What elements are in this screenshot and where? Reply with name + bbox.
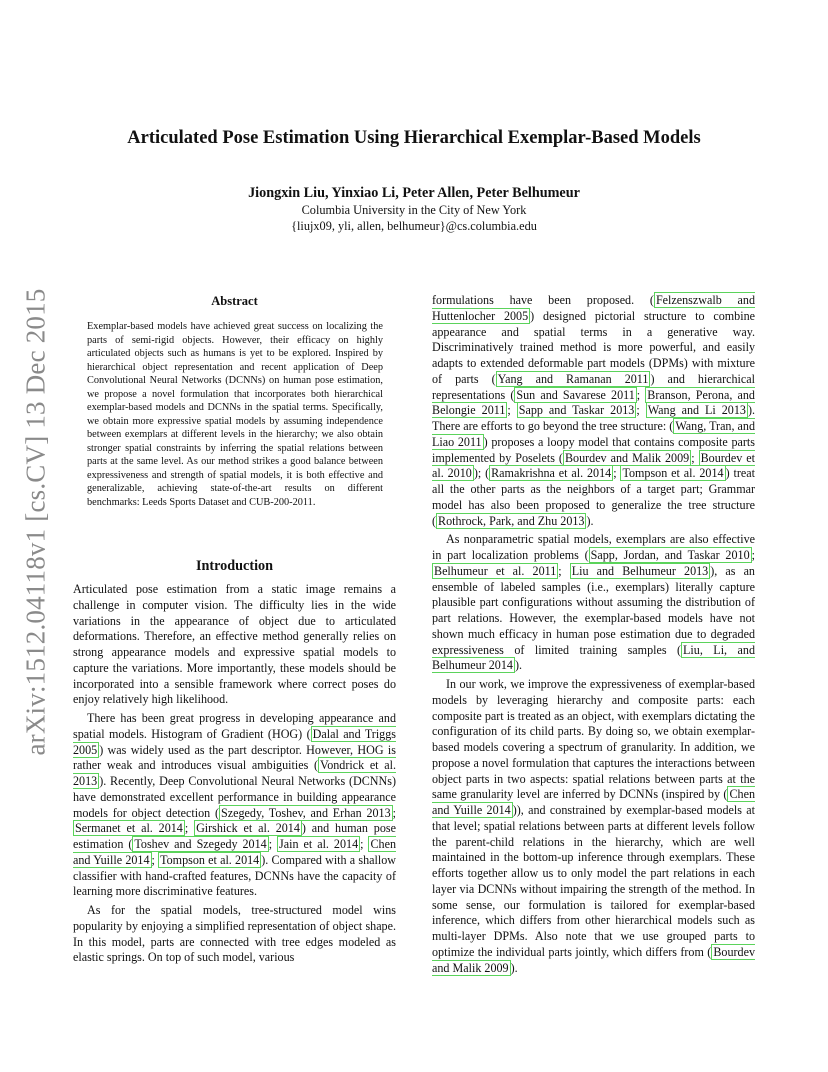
citation-link[interactable]: Sun and Savarese 2011 — [516, 387, 635, 402]
paper-title: Articulated Pose Estimation Using Hierarchical Exemplar-Based Models — [127, 128, 701, 148]
right-paragraph-3: In our work, we improve the expressiveness of exemplar-based models by leveraging hierarchy and composite parts: each composite part is treated as an object, with exemplars dictating the configuration of its child parts. By doing so, we obtain exemplar-based models covering a spectrum of granularity. In addition, we propose a novel formulation that captures the interactions between object parts in two aspects: spatial relations between parts at the same granularity level are inferred by DCNNs (inspired by ( Chen and Yuille 2014 )), and constrained by exemplar-based models at that level; spatial relations between parts at different levels follow the parent-child relations in the hierarchy, which are well maintained in the bottom-up inference through exemplars. These efforts together allow us to only model the part relations in each layer via DCNNs without impairing the strength of the method. In some sense, our formulation is tailored for exemplar-based inference, which differs from other hierarchical models such as multi-layer DPMs. Also note that we use grouped parts to optimize the individual parts jointly, which differs from ( Bourdev and Malik 2009 ). — [432, 677, 755, 975]
citation-link[interactable]: Sapp and Taskar 2013 — [518, 403, 635, 418]
citation-link[interactable]: Dalal and Triggs 2005 — [73, 726, 396, 757]
citation-link[interactable]: Tompson et al. 2014 — [622, 466, 724, 481]
intro-paragraph-3: As for the spatial models, tree-structured model wins popularity by enjoying a simplified representation of object shape. In this model, parts are connected with tree edges modeled as elastic springs. On top of such model, various — [73, 903, 396, 965]
citation-link[interactable]: Bourdev and Malik 2009 — [432, 944, 755, 975]
citation-link[interactable]: Branson, Perona, and Belongie 2011 — [432, 387, 755, 418]
citation-link[interactable]: Jain et al. 2014 — [279, 837, 359, 851]
author-emails: {liujx09, yli, allen, belhumeur}@cs.columbia.edu — [291, 219, 537, 233]
citation-link[interactable]: Liu and Belhumeur 2013 — [571, 563, 709, 578]
citation-link[interactable]: Wang and Li 2013 — [647, 403, 746, 418]
citation-link[interactable]: Felzenszwalb and Huttenlocher 2005 — [432, 293, 755, 323]
abstract-text: Exemplar-based models have achieved great success on localizing the parts of semi-rigid objects. However, their efficacy on highly articulated objects such as humans is yet to be explored. Inspired by hierarchical object representation and recent application of Deep Convolutional Neural Networks (DCNNs) on human pose estimation, we propose a novel formulation that incorporates both hierarchical exemplar-based models and DCNNs in the spatial terms. Specifically, we obtain more expressive spatial models by assuming independence between exemplars at different levels in the hierarchy; we also obtain stronger spatial constraints by inferring the spatial relations between parts at the same level. As our method strikes a good balance between expressiveness and strength of spatial models, it is both effective and generalizable, achieving state-of-the-art results on different benchmarks: Leeds Sports Dataset and CUB-200-2011. — [87, 321, 383, 508]
citation-link[interactable]: Wang, Tran, and Liao 2011 — [432, 419, 755, 449]
arxiv-sidebar — [14, 282, 58, 762]
citation-link[interactable]: Ramakrishna et al. 2014 — [491, 466, 612, 481]
citation-link[interactable]: Bourdev et al. 2010 — [432, 450, 755, 481]
citation-link[interactable]: Vondrick et al. 2013 — [73, 758, 396, 788]
citation-link[interactable]: Sapp, Jordan, and Taskar 2010 — [590, 548, 750, 562]
author-list: Jiongxin Liu, Yinxiao Li, Peter Allen, Peter Belhumeur — [248, 185, 580, 201]
citation-link[interactable]: Girshick et al. 2014 — [196, 821, 300, 836]
citation-link[interactable]: Tompson et al. 2014 — [160, 852, 260, 867]
citation-link[interactable]: Sermanet et al. 2014 — [75, 821, 183, 836]
citation-link[interactable]: Bourdev and Malik 2009 — [564, 450, 690, 465]
affiliation: Columbia University in the City of New York — [301, 203, 527, 217]
right-paragraph-2: As nonparametric spatial models, exemplars are also effective in part localization problems ( Sapp, Jordan, and Taskar 2010 ; Belhumeur et al. 2011 ; Liu and Belhumeur 2013 ), as an ensemble of labeled samples (i.e., exemplars) literally capture plausible part configurations without assuming the distribution of part relations. However, the exemplar-based models have not shown much efficacy in human pose estimation due to degraded expressiveness of limited training samples ( Liu, Li, and Belhumeur 2014 ). — [432, 532, 755, 673]
arxiv-identifier: arXiv:1512.04118v1 [cs.CV] 13 Dec 2015 — [20, 288, 51, 756]
introduction-heading: Introduction — [196, 558, 273, 574]
citation-link[interactable]: Chen and Yuille 2014 — [432, 787, 755, 817]
citation-link[interactable]: Toshev and Szegedy 2014 — [134, 837, 267, 851]
intro-paragraph-1: Articulated pose estimation from a static image remains a challenge in computer vision. The difficulty lies in the wide variations in the appearance of object due to articulated deformations. Therefore, an effective method generally relies on strong appearance models and expressive spatial models to capture the variations. More importantly, these models should be incorporated into a sensible framework where correct poses do enjoy relatively high likelihood. — [73, 582, 396, 707]
abstract-heading: Abstract — [211, 294, 258, 308]
citation-link[interactable]: Liu, Li, and Belhumeur 2014 — [432, 642, 755, 673]
intro-paragraph-2: There has been great progress in developing appearance and spatial models. Histogram of Gradient (HOG) ( Dalal and Triggs 2005 ) was widely used as the part descriptor. However, HOG is rather weak and introduces visual ambiguities ( Vondrick et al. 2013 ). Recently, Deep Convolutional Neural Networks (DCNNs) have demonstrated excellent performance in building appearance models for object detection ( Szegedy, Toshev, and Erhan 2013 ; Sermanet et al. 2014 ; Girshick et al. 2014 ) and human pose estimation ( Toshev and Szegedy 2014 ; Jain et al. 2014 ; Chen and Yuille 2014 ; Tompson et al. 2014 ). Compared with a shallow classifier with hand-crafted features, DCNNs have the capacity of learning more discriminative features. — [73, 711, 397, 899]
citation-link[interactable]: Szegedy, Toshev, and Erhan 2013 — [221, 805, 391, 820]
citation-link[interactable]: Yang and Ramanan 2011 — [497, 371, 649, 386]
citation-link[interactable]: Chen and Yuille 2014 — [73, 837, 396, 867]
citation-link[interactable]: Belhumeur et al. 2011 — [434, 563, 557, 578]
right-paragraph-1: formulations have been proposed. ( Felzenszwalb and Huttenlocher 2005 ) designed pictorial structure to combine appearance and spatial terms in a generative way. Discriminatively trained method is more powerful, and easily adapts to extended deformable part models (DPMs) with mixture of parts ( Yang and Ramanan 2011 ) and hierarchical representations ( Sun and Savarese 2011 ; Branson, Perona, and Belongie 2011 ; Sapp and Taskar 2013 ; Wang and Li 2013 ). There are efforts to go beyond the tree structure: ( Wang, Tran, and Liao 2011 ) proposes a loopy model that contains composite parts implemented by Poselets ( Bourdev and Malik 2009 ; Bourdev et al. 2010 ); ( Ramakrishna et al. 2014 ; Tompson et al. 2014 ) treat all the other parts as the neighbors of a target part; Grammar model has also been proposed to generalize the tree structure ( Rothrock, Park, and Zhu 2013 ). — [432, 293, 756, 528]
right-column — [432, 293, 755, 976]
citation-link[interactable]: Rothrock, Park, and Zhu 2013 — [438, 513, 585, 528]
left-column — [73, 582, 396, 966]
